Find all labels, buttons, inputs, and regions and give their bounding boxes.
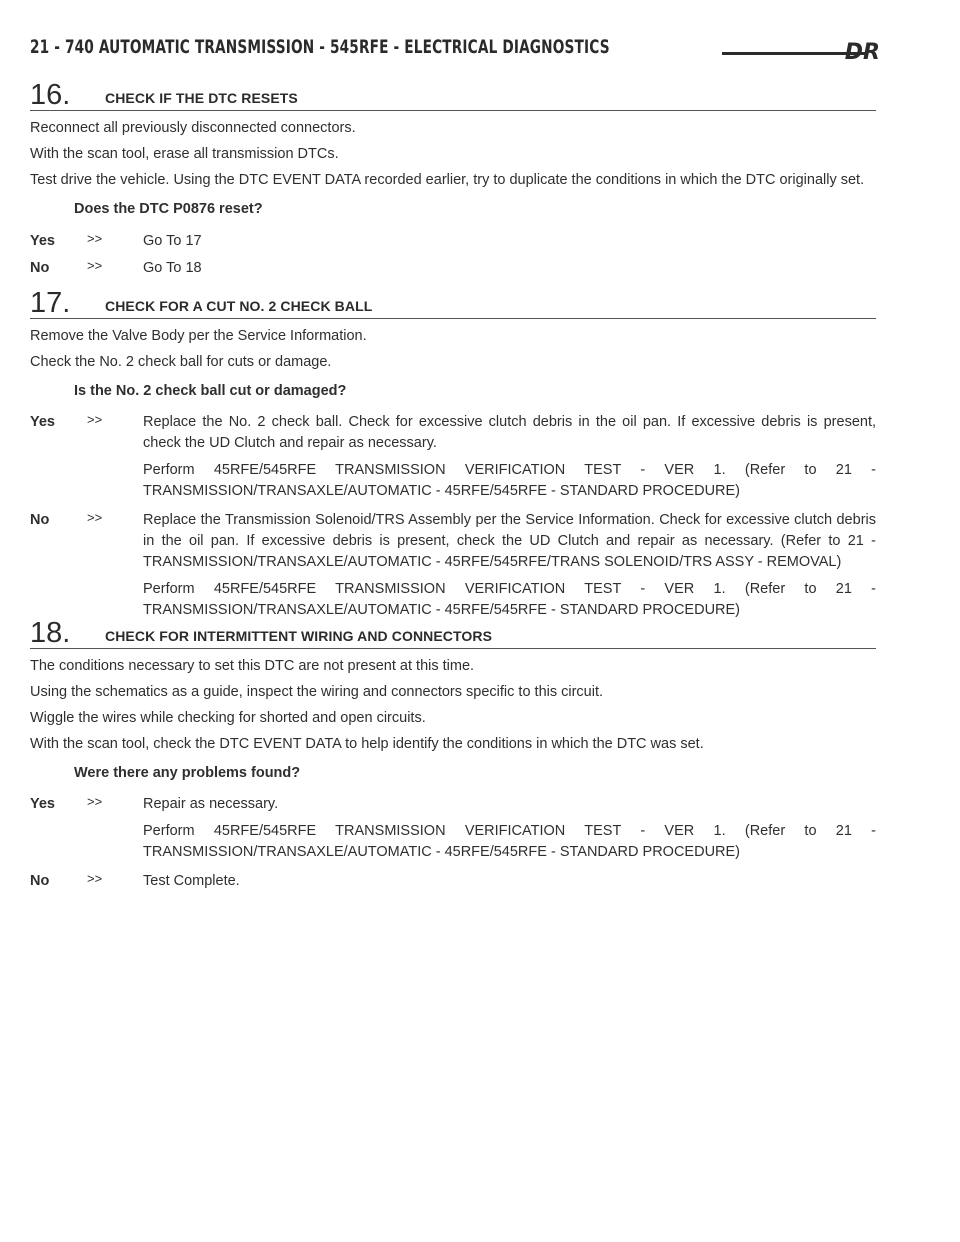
question-text: Is the No. 2 check ball cut or damaged?: [74, 383, 347, 399]
section-18: [30, 616, 876, 892]
answer-yes: [30, 794, 876, 863]
answer-arrow: >>: [87, 258, 103, 273]
answer-text: Replace the No. 2 check ball. Check for excessive clutch debris in the oil pan. If excessive debris is present, check the UD Clutch and repair as necessary.: [143, 414, 876, 451]
answer-arrow: >>: [87, 871, 103, 886]
section-title: CHECK IF THE DTC RESETS: [105, 90, 298, 106]
answer-no: [30, 258, 876, 279]
answer-text: Replace the Transmission Solenoid/TRS Assembly per the Service Information. Check for excessive clutch debris in the oil pan. If excessive debris is present, check the UD Clutch and repair as necessary. (Refer to 21 - TRANSMISSION/TRANSAXLE/AUTOMATIC - 45RFE/545RFE/TRANS SOLENOID/TRS ASSY - REMOVAL): [143, 512, 876, 570]
body-text: Reconnect all previously disconnected connectors.: [30, 120, 356, 136]
section-16: [30, 78, 876, 279]
body-text: Using the schematics as a guide, inspect the wiring and connectors specific to this circuit.: [30, 684, 604, 700]
section-number: 17.: [30, 287, 71, 319]
header-logo: DR: [844, 40, 880, 65]
answer-text: Repair as necessary.: [143, 796, 279, 812]
question-text: Does the DTC P0876 reset?: [74, 201, 263, 217]
answer-arrow: >>: [87, 231, 103, 246]
body-text: Remove the Valve Body per the Service Information.: [30, 328, 367, 344]
question-text: Were there any problems found?: [74, 765, 301, 781]
answer-no: [30, 871, 876, 892]
answer-key: No: [30, 260, 50, 276]
answer-text: Perform 45RFE/545RFE TRANSMISSION VERIFICATION TEST - VER 1. (Refer to 21 - TRANSMISSION/TRANSAXLE/AUTOMATIC - 45RFE/545RFE - STANDARD PROCEDURE): [143, 462, 876, 499]
header-title: 21 - 740 AUTOMATIC TRANSMISSION - 545RFE - ELECTRICAL DIAGNOSTICS: [30, 36, 610, 58]
body-text: Check the No. 2 check ball for cuts or damage.: [30, 354, 332, 370]
answer-text: Go To 17: [143, 233, 202, 249]
answer-text: Perform 45RFE/545RFE TRANSMISSION VERIFICATION TEST - VER 1. (Refer to 21 - TRANSMISSION/TRANSAXLE/AUTOMATIC - 45RFE/545RFE - STANDARD PROCEDURE): [143, 823, 876, 860]
answer-key: Yes: [30, 414, 55, 430]
section-17: [30, 286, 876, 621]
section-number: 18.: [30, 617, 71, 649]
answer-key: No: [30, 512, 50, 528]
answer-no: [30, 510, 876, 621]
page-header: [30, 36, 880, 70]
section-heading: [30, 286, 876, 319]
answer-key: No: [30, 873, 50, 889]
section-heading: [30, 78, 876, 111]
answer-yes: [30, 231, 876, 252]
section-title: CHECK FOR INTERMITTENT WIRING AND CONNECTORS: [105, 628, 493, 644]
body-text: With the scan tool, check the DTC EVENT DATA to help identify the conditions in which the DTC was set.: [30, 736, 704, 752]
answer-yes: [30, 412, 876, 502]
answer-arrow: >>: [87, 794, 103, 809]
answer-text: Test Complete.: [143, 873, 240, 889]
section-title: CHECK FOR A CUT NO. 2 CHECK BALL: [105, 298, 373, 314]
answer-key: Yes: [30, 796, 55, 812]
answer-text: Perform 45RFE/545RFE TRANSMISSION VERIFICATION TEST - VER 1. (Refer to 21 - TRANSMISSION/TRANSAXLE/AUTOMATIC - 45RFE/545RFE - STANDARD PROCEDURE): [143, 581, 876, 618]
body-text: Test drive the vehicle. Using the DTC EVENT DATA recorded earlier, try to duplicate the conditions in which the DTC originally set.: [30, 172, 865, 188]
answer-arrow: >>: [87, 510, 103, 525]
body-text: With the scan tool, erase all transmission DTCs.: [30, 146, 339, 162]
answer-arrow: >>: [87, 412, 103, 427]
body-text: The conditions necessary to set this DTC are not present at this time.: [30, 658, 475, 674]
body-text: Wiggle the wires while checking for shorted and open circuits.: [30, 710, 426, 726]
section-number: 16.: [30, 79, 71, 111]
section-heading: [30, 616, 876, 649]
answer-key: Yes: [30, 233, 55, 249]
answer-text: Go To 18: [143, 260, 202, 276]
